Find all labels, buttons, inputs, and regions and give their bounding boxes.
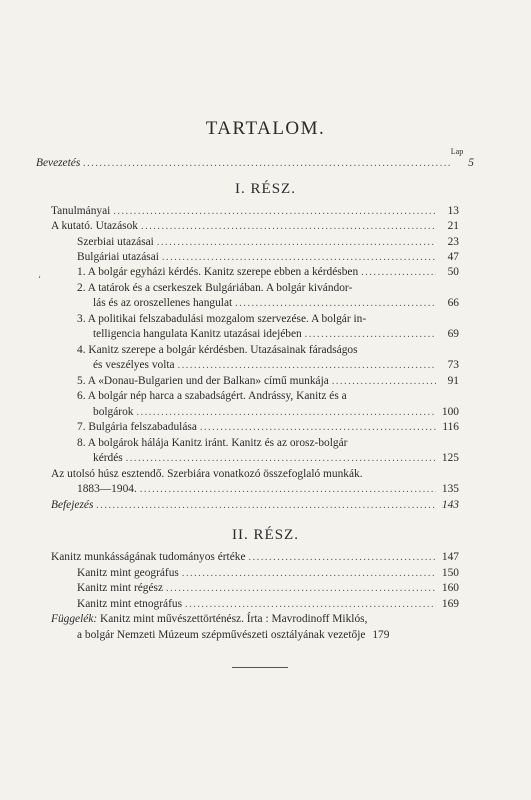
leader-dots [235,297,436,311]
toc-entry: Kanitz mint geográfus ..... 150 [77,566,459,581]
toc-entry-line: 3. A politikai felszabadulási mozgalom szervezése. A bolgár in- [77,313,367,325]
toc-entry: Kanitz mint etnográfus ..... 169 [77,597,459,612]
toc-entry: 1883—1904. ..... 135 [77,482,459,497]
leader-dots [113,205,436,219]
leader-dots [305,328,436,342]
toc-entry-line: 2. A tatárok és a cserkeszek Bulgáriában. A bolgár kivándor- [77,282,353,294]
toc-entry-label: Bevezetés [36,157,81,169]
toc-entry-line: 8. A bolgárok hálája Kanitz iránt. Kanitz és az orosz-bolgár [77,437,348,449]
leader-dots [96,499,436,513]
page-column-label: Lap [450,147,464,156]
leader-dots [182,567,436,581]
toc-entry: Kanitz munkásságának tudományos értéke ..... 147 [51,550,459,565]
margin-mark: ‘ [38,274,41,284]
toc-entry: 5. A «Donau-Bulgarien und der Balkan» című munkája ..... 91 [77,374,459,389]
closing-rule [232,667,288,668]
toc-entry-line: Az utolsó húsz esztendő. Szerbiára vonatkozó összefoglaló munkák. [51,468,363,480]
part-heading-2: II. RÉSZ. [232,527,299,543]
leader-dots [126,452,436,466]
toc-entry: és veszélyes volta ..... 73 [93,358,459,373]
toc-entry: A kutató. Utazások ..... 21 [51,219,459,234]
leader-dots [162,251,436,265]
toc-entry-line: 6. A bolgár nép harca a szabadságért. Andrássy, Kanitz és a [77,390,347,402]
leader-dots [178,359,436,373]
leader-dots [332,375,436,389]
toc-entry: kérdés ..... 125 [93,451,459,466]
toc-entry: Tanulmányai ..... 13 [51,204,459,219]
toc-entry: 1. A bolgár egyházi kérdés. Kanitz szerepe ebben a kérdésben ..... 50 [77,265,459,280]
toc-entry: lás és az oroszellenes hangulat ..... 66 [93,296,459,311]
appendix-text: Kanitz mint művészettörténész. Írta : Mavrodinoff Miklós, [97,613,368,625]
toc-entry: 7. Bulgária felszabadulása ..... 116 [77,420,459,435]
leader-dots [185,598,436,612]
toc-entry-page: 5 [468,157,474,169]
leader-dots [83,157,451,171]
toc-entry: Bulgáriai utazásai ..... 47 [77,250,459,265]
toc-entry-appendix: a bolgár Nemzeti Múzeum szépművészeti osztályának vezetője 179 [77,629,390,641]
toc-entry: Szerbiai utazásai ..... 23 [77,235,459,250]
page-title: TARTALOM. [205,118,326,139]
leader-dots [361,266,436,280]
leader-dots [157,236,436,250]
leader-dots [140,483,436,497]
toc-entry-closing: Befejezés ..... 143 [51,498,459,513]
part-heading-1: I. RÉSZ. [235,181,296,197]
leader-dots [137,406,437,420]
toc-entry: Kanitz mint régész ..... 160 [77,581,459,596]
toc-entry-intro [36,156,474,171]
toc-appendix-line [51,612,367,626]
appendix-lead: Függelék: [51,613,98,625]
leader-dots [249,551,436,565]
toc-entry: bolgárok ..... 100 [93,405,459,420]
leader-dots [200,421,436,435]
leader-dots [166,582,436,596]
leader-dots [141,220,436,234]
toc-entry: telligencia hangulata Kanitz utazásai idejében ..... 69 [93,327,459,342]
toc-entry-line: 4. Kanitz szerepe a bolgár kérdésben. Utazásainak fáradságos [77,344,358,356]
